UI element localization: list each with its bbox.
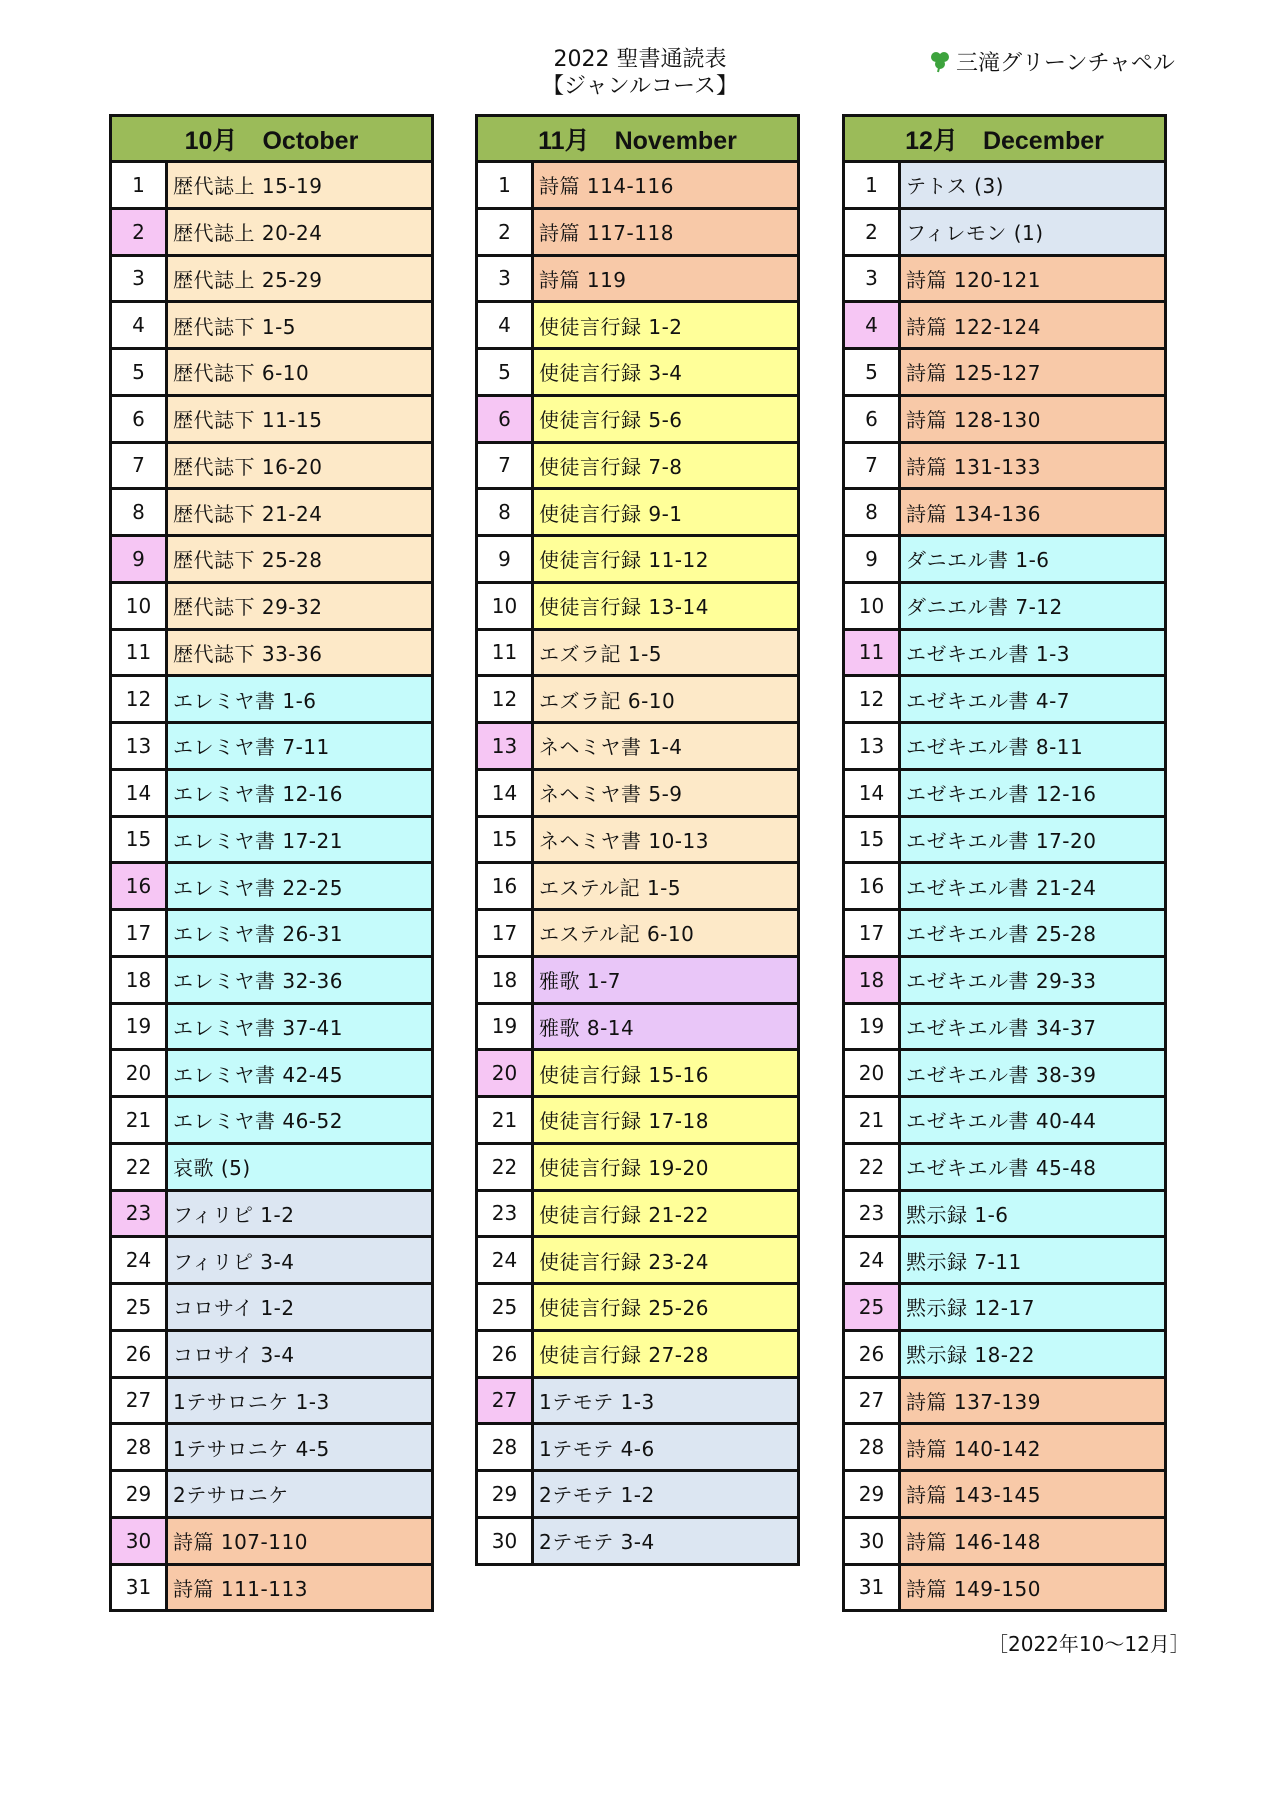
day-number: 13 (845, 724, 901, 768)
reading-row (112, 207, 431, 254)
day-number: 15 (112, 818, 168, 862)
day-number: 23 (112, 1192, 168, 1236)
reading-row (478, 674, 797, 721)
reading-row (112, 908, 431, 955)
reading-passage: 詩篇 140-142 (901, 1425, 1164, 1469)
reading-row (112, 534, 431, 581)
day-number: 8 (478, 490, 534, 534)
reading-passage: 使徒言行録 7-8 (534, 444, 797, 488)
document-title (520, 46, 760, 100)
reading-passage: エレミヤ書 32-36 (168, 958, 431, 1002)
reading-list (478, 163, 797, 1563)
reading-row (112, 1095, 431, 1142)
reading-row (112, 300, 431, 347)
day-number: 18 (845, 958, 901, 1002)
day-number: 6 (845, 397, 901, 441)
reading-passage: 黙示録 18-22 (901, 1332, 1164, 1376)
organization (928, 46, 1175, 76)
reading-row (478, 163, 797, 207)
day-number: 30 (845, 1519, 901, 1563)
day-number: 2 (478, 210, 534, 254)
reading-row (845, 581, 1164, 628)
reading-row (478, 628, 797, 675)
reading-passage: エレミヤ書 17-21 (168, 818, 431, 862)
day-number: 8 (845, 490, 901, 534)
day-number: 13 (112, 724, 168, 768)
day-number: 20 (845, 1051, 901, 1095)
clover-icon (928, 49, 952, 73)
reading-row (845, 1563, 1164, 1610)
reading-row (845, 1189, 1164, 1236)
day-number: 29 (845, 1472, 901, 1516)
reading-passage: 歴代誌下 16-20 (168, 444, 431, 488)
reading-passage: 使徒言行録 27-28 (534, 1332, 797, 1376)
reading-passage: エゼキエル書 45-48 (901, 1145, 1164, 1189)
reading-row (478, 207, 797, 254)
reading-passage: エレミヤ書 37-41 (168, 1005, 431, 1049)
reading-passage: エレミヤ書 1-6 (168, 677, 431, 721)
reading-passage: 歴代誌下 29-32 (168, 584, 431, 628)
day-number: 17 (112, 911, 168, 955)
reading-row (112, 1516, 431, 1563)
reading-passage: 詩篇 131-133 (901, 444, 1164, 488)
reading-row (478, 1235, 797, 1282)
day-number: 9 (112, 537, 168, 581)
reading-passage: エズラ記 1-5 (534, 631, 797, 675)
reading-passage: 使徒言行録 1-2 (534, 303, 797, 347)
day-number: 11 (478, 631, 534, 675)
reading-passage: コロサイ 1-2 (168, 1285, 431, 1329)
day-number: 26 (845, 1332, 901, 1376)
reading-passage: 詩篇 120-121 (901, 257, 1164, 301)
day-number: 14 (112, 771, 168, 815)
reading-row (112, 487, 431, 534)
reading-passage: 歴代誌下 33-36 (168, 631, 431, 675)
reading-passage: ネヘミヤ書 10-13 (534, 818, 797, 862)
reading-row (478, 1422, 797, 1469)
reading-passage: 詩篇 117-118 (534, 210, 797, 254)
day-number: 24 (845, 1238, 901, 1282)
reading-row (478, 1002, 797, 1049)
reading-passage: エレミヤ書 26-31 (168, 911, 431, 955)
reading-passage: 詩篇 146-148 (901, 1519, 1164, 1563)
day-number: 16 (478, 864, 534, 908)
day-number: 30 (112, 1519, 168, 1563)
reading-row (845, 628, 1164, 675)
reading-passage: 詩篇 128-130 (901, 397, 1164, 441)
reading-passage: 1テモテ 4-6 (534, 1425, 797, 1469)
day-number: 28 (478, 1425, 534, 1469)
day-number: 11 (845, 631, 901, 675)
title-line-2: 【ジャンルコース】 (542, 74, 738, 99)
day-number: 19 (112, 1005, 168, 1049)
day-number: 20 (478, 1051, 534, 1095)
reading-row (478, 1282, 797, 1329)
reading-row (478, 300, 797, 347)
reading-row (845, 394, 1164, 441)
day-number: 22 (478, 1145, 534, 1189)
reading-row (112, 1235, 431, 1282)
day-number: 12 (845, 677, 901, 721)
reading-row (845, 1422, 1164, 1469)
reading-list (845, 163, 1164, 1609)
reading-list (112, 163, 431, 1609)
reading-row (845, 207, 1164, 254)
day-number: 1 (112, 163, 168, 207)
day-number: 7 (845, 444, 901, 488)
reading-passage: 使徒言行録 23-24 (534, 1238, 797, 1282)
day-number: 10 (845, 584, 901, 628)
reading-passage: 2テモテ 3-4 (534, 1519, 797, 1563)
reading-row (112, 1329, 431, 1376)
reading-passage: エゼキエル書 8-11 (901, 724, 1164, 768)
reading-row (845, 1469, 1164, 1516)
reading-passage: 詩篇 143-145 (901, 1472, 1164, 1516)
reading-row (845, 163, 1164, 207)
reading-passage: エゼキエル書 4-7 (901, 677, 1164, 721)
reading-row (478, 1469, 797, 1516)
day-number: 30 (478, 1519, 534, 1563)
reading-passage: エゼキエル書 29-33 (901, 958, 1164, 1002)
reading-row (112, 861, 431, 908)
reading-row (845, 254, 1164, 301)
reading-row (845, 908, 1164, 955)
reading-passage: エゼキエル書 25-28 (901, 911, 1164, 955)
reading-row (478, 768, 797, 815)
reading-row (112, 394, 431, 441)
month-october (109, 114, 434, 1612)
reading-passage: 使徒言行録 5-6 (534, 397, 797, 441)
organization-name: 三滝グリーンチャペル (956, 50, 1175, 76)
reading-row (478, 441, 797, 488)
reading-row (845, 1095, 1164, 1142)
reading-passage: エステル記 1-5 (534, 864, 797, 908)
reading-row (478, 1376, 797, 1423)
month-header: 12月 December (845, 117, 1164, 163)
day-number: 19 (845, 1005, 901, 1049)
day-number: 7 (478, 444, 534, 488)
day-number: 29 (112, 1472, 168, 1516)
reading-passage: 詩篇 119 (534, 257, 797, 301)
day-number: 5 (845, 350, 901, 394)
reading-passage: 使徒言行録 3-4 (534, 350, 797, 394)
reading-passage: 使徒言行録 17-18 (534, 1098, 797, 1142)
reading-row (112, 1048, 431, 1095)
reading-row (845, 1142, 1164, 1189)
day-number: 24 (478, 1238, 534, 1282)
reading-passage: 使徒言行録 9-1 (534, 490, 797, 534)
reading-passage: 1テモテ 1-3 (534, 1379, 797, 1423)
reading-row (478, 394, 797, 441)
reading-row (478, 581, 797, 628)
reading-row (112, 347, 431, 394)
reading-row (112, 163, 431, 207)
reading-passage: 黙示録 7-11 (901, 1238, 1164, 1282)
reading-passage: 雅歌 8-14 (534, 1005, 797, 1049)
reading-passage: 黙示録 12-17 (901, 1285, 1164, 1329)
reading-passage: フィレモン (1) (901, 210, 1164, 254)
day-number: 3 (112, 257, 168, 301)
reading-row (112, 1142, 431, 1189)
reading-passage: 使徒言行録 25-26 (534, 1285, 797, 1329)
reading-row (845, 955, 1164, 1002)
reading-passage: ネヘミヤ書 1-4 (534, 724, 797, 768)
day-number: 27 (112, 1379, 168, 1423)
reading-row (845, 1235, 1164, 1282)
reading-row (845, 861, 1164, 908)
reading-row (112, 1189, 431, 1236)
day-number: 27 (845, 1379, 901, 1423)
reading-row (478, 861, 797, 908)
reading-row (845, 441, 1164, 488)
reading-row (478, 1048, 797, 1095)
reading-passage: エレミヤ書 12-16 (168, 771, 431, 815)
day-number: 9 (478, 537, 534, 581)
reading-passage: 黙示録 1-6 (901, 1192, 1164, 1236)
reading-row (845, 768, 1164, 815)
day-number: 20 (112, 1051, 168, 1095)
day-number: 25 (478, 1285, 534, 1329)
reading-passage: エレミヤ書 7-11 (168, 724, 431, 768)
reading-passage: フィリピ 3-4 (168, 1238, 431, 1282)
reading-passage: 歴代誌下 11-15 (168, 397, 431, 441)
day-number: 11 (112, 631, 168, 675)
day-number: 21 (478, 1098, 534, 1142)
reading-passage: フィリピ 1-2 (168, 1192, 431, 1236)
reading-row (845, 1329, 1164, 1376)
reading-passage: ネヘミヤ書 5-9 (534, 771, 797, 815)
month-header: 10月 October (112, 117, 431, 163)
day-number: 14 (478, 771, 534, 815)
day-number: 25 (112, 1285, 168, 1329)
day-number: 7 (112, 444, 168, 488)
reading-row (845, 1376, 1164, 1423)
day-number: 5 (478, 350, 534, 394)
reading-passage: エレミヤ書 46-52 (168, 1098, 431, 1142)
day-number: 17 (478, 911, 534, 955)
reading-row (478, 487, 797, 534)
day-number: 2 (112, 210, 168, 254)
reading-row (112, 815, 431, 862)
reading-row (112, 721, 431, 768)
day-number: 17 (845, 911, 901, 955)
day-number: 15 (845, 818, 901, 862)
reading-row (478, 1329, 797, 1376)
reading-row (112, 768, 431, 815)
day-number: 26 (112, 1332, 168, 1376)
day-number: 4 (845, 303, 901, 347)
reading-passage: エステル記 6-10 (534, 911, 797, 955)
reading-row (478, 254, 797, 301)
reading-row (478, 908, 797, 955)
day-number: 18 (112, 958, 168, 1002)
reading-passage: 詩篇 111-113 (168, 1566, 431, 1610)
reading-passage: エゼキエル書 40-44 (901, 1098, 1164, 1142)
reading-passage: 歴代誌下 25-28 (168, 537, 431, 581)
reading-row (478, 955, 797, 1002)
reading-passage: ダニエル書 7-12 (901, 584, 1164, 628)
day-number: 29 (478, 1472, 534, 1516)
day-number: 5 (112, 350, 168, 394)
day-number: 6 (478, 397, 534, 441)
reading-passage: 歴代誌上 20-24 (168, 210, 431, 254)
reading-passage: 使徒言行録 21-22 (534, 1192, 797, 1236)
reading-passage: エゼキエル書 12-16 (901, 771, 1164, 815)
day-number: 2 (845, 210, 901, 254)
reading-row (478, 1142, 797, 1189)
reading-passage: 歴代誌上 25-29 (168, 257, 431, 301)
day-number: 28 (112, 1425, 168, 1469)
reading-passage: エレミヤ書 42-45 (168, 1051, 431, 1095)
reading-passage: 1テサロニケ 1-3 (168, 1379, 431, 1423)
reading-row (112, 254, 431, 301)
reading-passage: エゼキエル書 34-37 (901, 1005, 1164, 1049)
day-number: 31 (112, 1566, 168, 1610)
reading-row (112, 1469, 431, 1516)
reading-passage: 使徒言行録 13-14 (534, 584, 797, 628)
reading-row (478, 721, 797, 768)
day-number: 22 (845, 1145, 901, 1189)
day-number: 28 (845, 1425, 901, 1469)
reading-passage: 詩篇 149-150 (901, 1566, 1164, 1610)
reading-row (478, 1189, 797, 1236)
month-november (475, 114, 800, 1566)
reading-passage: 1テサロニケ 4-5 (168, 1425, 431, 1469)
month-december (842, 114, 1167, 1612)
reading-row (478, 815, 797, 862)
day-number: 24 (112, 1238, 168, 1282)
reading-passage: コロサイ 3-4 (168, 1332, 431, 1376)
reading-passage: エゼキエル書 38-39 (901, 1051, 1164, 1095)
reading-passage: エズラ記 6-10 (534, 677, 797, 721)
reading-passage: 使徒言行録 19-20 (534, 1145, 797, 1189)
reading-row (845, 1048, 1164, 1095)
reading-row (478, 1095, 797, 1142)
day-number: 4 (112, 303, 168, 347)
day-number: 12 (478, 677, 534, 721)
reading-passage: 2テサロニケ (168, 1472, 431, 1516)
reading-passage: 使徒言行録 11-12 (534, 537, 797, 581)
day-number: 22 (112, 1145, 168, 1189)
reading-row (112, 581, 431, 628)
day-number: 16 (845, 864, 901, 908)
reading-passage: 歴代誌上 15-19 (168, 163, 431, 207)
reading-passage: 詩篇 137-139 (901, 1379, 1164, 1423)
day-number: 10 (112, 584, 168, 628)
reading-passage: エゼキエル書 17-20 (901, 818, 1164, 862)
reading-row (112, 441, 431, 488)
day-number: 12 (112, 677, 168, 721)
day-number: 6 (112, 397, 168, 441)
reading-row (845, 721, 1164, 768)
day-number: 15 (478, 818, 534, 862)
reading-passage: 使徒言行録 15-16 (534, 1051, 797, 1095)
reading-row (845, 347, 1164, 394)
reading-row (478, 1516, 797, 1563)
reading-passage: エレミヤ書 22-25 (168, 864, 431, 908)
reading-passage: 詩篇 107-110 (168, 1519, 431, 1563)
reading-row (845, 674, 1164, 721)
reading-passage: 雅歌 1-7 (534, 958, 797, 1002)
reading-row (845, 1002, 1164, 1049)
reading-row (112, 1282, 431, 1329)
reading-row (112, 1002, 431, 1049)
day-number: 10 (478, 584, 534, 628)
reading-passage: ダニエル書 1-6 (901, 537, 1164, 581)
reading-passage: エゼキエル書 21-24 (901, 864, 1164, 908)
reading-row (112, 1422, 431, 1469)
reading-passage: 詩篇 134-136 (901, 490, 1164, 534)
reading-row (112, 1563, 431, 1610)
reading-row (845, 1516, 1164, 1563)
reading-passage: 詩篇 125-127 (901, 350, 1164, 394)
reading-row (112, 628, 431, 675)
day-number: 13 (478, 724, 534, 768)
reading-passage: 詩篇 122-124 (901, 303, 1164, 347)
day-number: 23 (478, 1192, 534, 1236)
reading-passage: 歴代誌下 6-10 (168, 350, 431, 394)
day-number: 3 (478, 257, 534, 301)
reading-row (845, 300, 1164, 347)
reading-row (112, 674, 431, 721)
reading-row (478, 347, 797, 394)
day-number: 1 (845, 163, 901, 207)
day-number: 4 (478, 303, 534, 347)
day-number: 25 (845, 1285, 901, 1329)
day-number: 23 (845, 1192, 901, 1236)
day-number: 19 (478, 1005, 534, 1049)
reading-passage: エゼキエル書 1-3 (901, 631, 1164, 675)
month-header: 11月 November (478, 117, 797, 163)
day-number: 27 (478, 1379, 534, 1423)
day-number: 26 (478, 1332, 534, 1376)
reading-row (845, 815, 1164, 862)
reading-row (112, 1376, 431, 1423)
day-number: 3 (845, 257, 901, 301)
date-range-footer: ［2022年10～12月］ (988, 1632, 1190, 1656)
reading-row (112, 955, 431, 1002)
day-number: 21 (845, 1098, 901, 1142)
reading-row (478, 534, 797, 581)
day-number: 16 (112, 864, 168, 908)
reading-row (845, 534, 1164, 581)
reading-passage: 歴代誌下 1-5 (168, 303, 431, 347)
day-number: 9 (845, 537, 901, 581)
day-number: 14 (845, 771, 901, 815)
day-number: 1 (478, 163, 534, 207)
day-number: 31 (845, 1566, 901, 1610)
day-number: 18 (478, 958, 534, 1002)
reading-passage: 哀歌 (5) (168, 1145, 431, 1189)
reading-passage: 歴代誌下 21-24 (168, 490, 431, 534)
reading-passage: テトス (3) (901, 163, 1164, 207)
reading-passage: 詩篇 114-116 (534, 163, 797, 207)
reading-passage: 2テモテ 1-2 (534, 1472, 797, 1516)
reading-row (845, 487, 1164, 534)
title-line-1: 2022 聖書通読表 (553, 47, 727, 72)
day-number: 21 (112, 1098, 168, 1142)
day-number: 8 (112, 490, 168, 534)
reading-row (845, 1282, 1164, 1329)
